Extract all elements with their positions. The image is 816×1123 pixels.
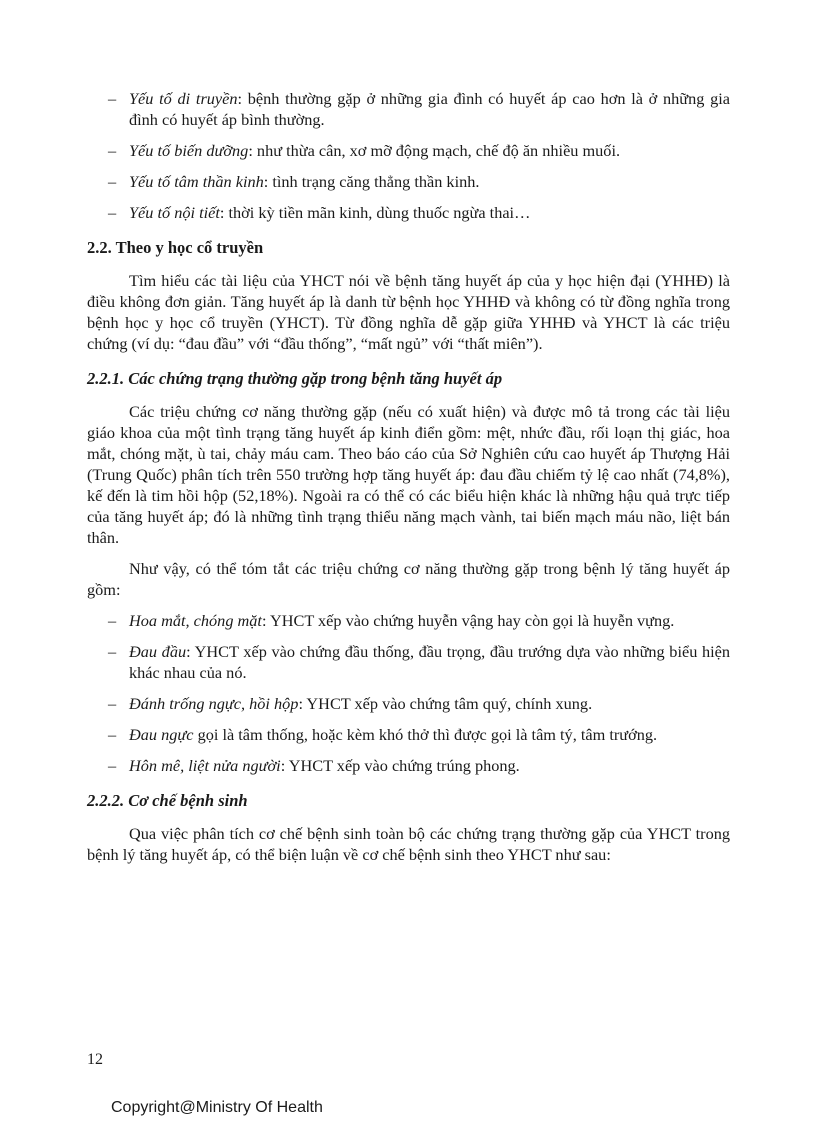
list-item: – Đau ngực gọi là tâm thống, hoặc kèm khó thở thì được gọi là tâm tý, tâm trướng. <box>108 725 658 744</box>
paragraph: Như vậy, có thể tóm tắt các triệu chứng cơ năng thường gặp trong bệnh lý tăng huyết áp gồm: <box>87 559 730 599</box>
bullet-text: : YHCT xếp vào chứng tâm quý, chính xung. <box>298 694 593 713</box>
bullet-text: : bệnh thường gặp ở những gia đình có huyết áp cao hơn là ở những gia đình có huyết áp bình thường. <box>129 89 730 129</box>
bullet-text: : YHCT xếp vào chứng huyễn vậng hay còn gọi là huyễn vựng. <box>261 611 675 630</box>
bullet-term: Yếu tố tâm thần kinh <box>129 172 264 191</box>
bullet-term: Yếu tố biến dưỡng <box>129 141 249 160</box>
bullet-text: : YHCT xếp vào chứng trúng phong. <box>280 756 520 775</box>
paragraph: Các triệu chứng cơ năng thường gặp (nếu có xuất hiện) và được mô tả trong các tài liệu giáo khoa của một tình trạng tăng huyết áp kinh điển gồm: mệt, nhức đầu, rối loạn thị giác, hoa mắt, chóng mặt, ù tai, chảy máu cam. Theo báo cáo của Sở Nghiên cứu cao huyết áp Thượng Hải (Trung Quốc) phân tích trên 550 trường hợp tăng huyết áp: đau đầu chiếm tỷ lệ cao nhất (74,8%), kế đến là tim hồi hộp (52,18%). Ngoài ra có thể có các biểu hiện khác là những hậu quả trực tiếp của tăng huyết áp; đó là những tình trạng thiểu năng mạch vành, tai biến mạch máu não, liệt bán thân. <box>87 402 730 547</box>
list-item: – Yếu tố tâm thần kinh: tình trạng căng thẳng thần kinh. <box>108 172 480 191</box>
section-heading-2-2-1: 2.2.1. Các chứng trạng thường gặp trong bệnh tăng huyết áp <box>87 369 503 388</box>
paragraph: Tìm hiểu các tài liệu của YHCT nói về bệnh tăng huyết áp của y học hiện đại (YHHĐ) là điều không đơn giản. Tăng huyết áp là danh từ bệnh học YHHĐ và không có từ đồng nghĩa trong bệnh học y học cổ truyền (YHCT). Từ đồng nghĩa dễ gặp giữa YHHĐ và YHCT là các triệu chứng (ví dụ: “đau đầu” với “đầu thống”, “mất ngủ” với “thất miên”). <box>87 271 730 353</box>
paragraph: Qua việc phân tích cơ chế bệnh sinh toàn bộ các chứng trạng thường gặp của YHCT trong bệnh lý tăng huyết áp, có thể biện luận về cơ chế bệnh sinh theo YHCT như sau: <box>87 824 730 864</box>
copyright-footer: Copyright@Ministry Of Health <box>111 1099 323 1116</box>
bullet-text: gọi là tâm thống, hoặc kèm khó thở thì được gọi là tâm tý, tâm trướng. <box>193 725 658 744</box>
bullet-term: Hôn mê, liệt nửa người <box>129 756 281 775</box>
section-heading-2-2-2: 2.2.2. Cơ chế bệnh sinh <box>87 791 248 810</box>
section-heading-2-2: 2.2. Theo y học cổ truyền <box>87 238 264 257</box>
list-item: – Hoa mắt, chóng mặt: YHCT xếp vào chứng huyễn vậng hay còn gọi là huyễn vựng. <box>108 611 675 630</box>
bullet-text: : tình trạng căng thẳng thần kinh. <box>263 172 480 191</box>
bullet-text: : YHCT xếp vào chứng đầu thống, đầu trọng, đầu trướng dựa vào những biểu hiện khác nhau của nó. <box>129 642 731 682</box>
bullet-text: : như thừa cân, xơ mỡ động mạch, chế độ ăn nhiều muối. <box>248 141 621 160</box>
bullet-term: Yếu tố di truyền <box>129 89 238 108</box>
list-item: – Đau đầu: YHCT xếp vào chứng đầu thống, đầu trọng, đầu trướng dựa vào những biểu hiện khác nhau của nó. <box>108 642 731 682</box>
bullet-text: : thời kỳ tiền mãn kinh, dùng thuốc ngừa thai… <box>219 203 531 222</box>
bullet-term: Yếu tố nội tiết <box>129 203 220 222</box>
list-item: – Hôn mê, liệt nửa người: YHCT xếp vào chứng trúng phong. <box>108 756 520 775</box>
bullet-term: Hoa mắt, chóng mặt <box>129 611 262 630</box>
bullet-term: Đánh trống ngực, hồi hộp <box>129 694 299 713</box>
list-item: – Đánh trống ngực, hồi hộp: YHCT xếp vào chứng tâm quý, chính xung. <box>108 694 593 713</box>
bullet-term: Đau đầu <box>129 642 187 661</box>
list-item: – Yếu tố nội tiết: thời kỳ tiền mãn kinh, dùng thuốc ngừa thai… <box>108 203 531 222</box>
page-number: 12 <box>87 1051 103 1068</box>
list-item: – Yếu tố biến dưỡng: như thừa cân, xơ mỡ động mạch, chế độ ăn nhiều muối. <box>108 141 621 160</box>
list-item: – Yếu tố di truyền: bệnh thường gặp ở những gia đình có huyết áp cao hơn là ở những gia đình có huyết áp bình thường. <box>108 89 730 129</box>
page-content <box>87 88 730 875</box>
bullet-term: Đau ngực <box>129 725 194 744</box>
